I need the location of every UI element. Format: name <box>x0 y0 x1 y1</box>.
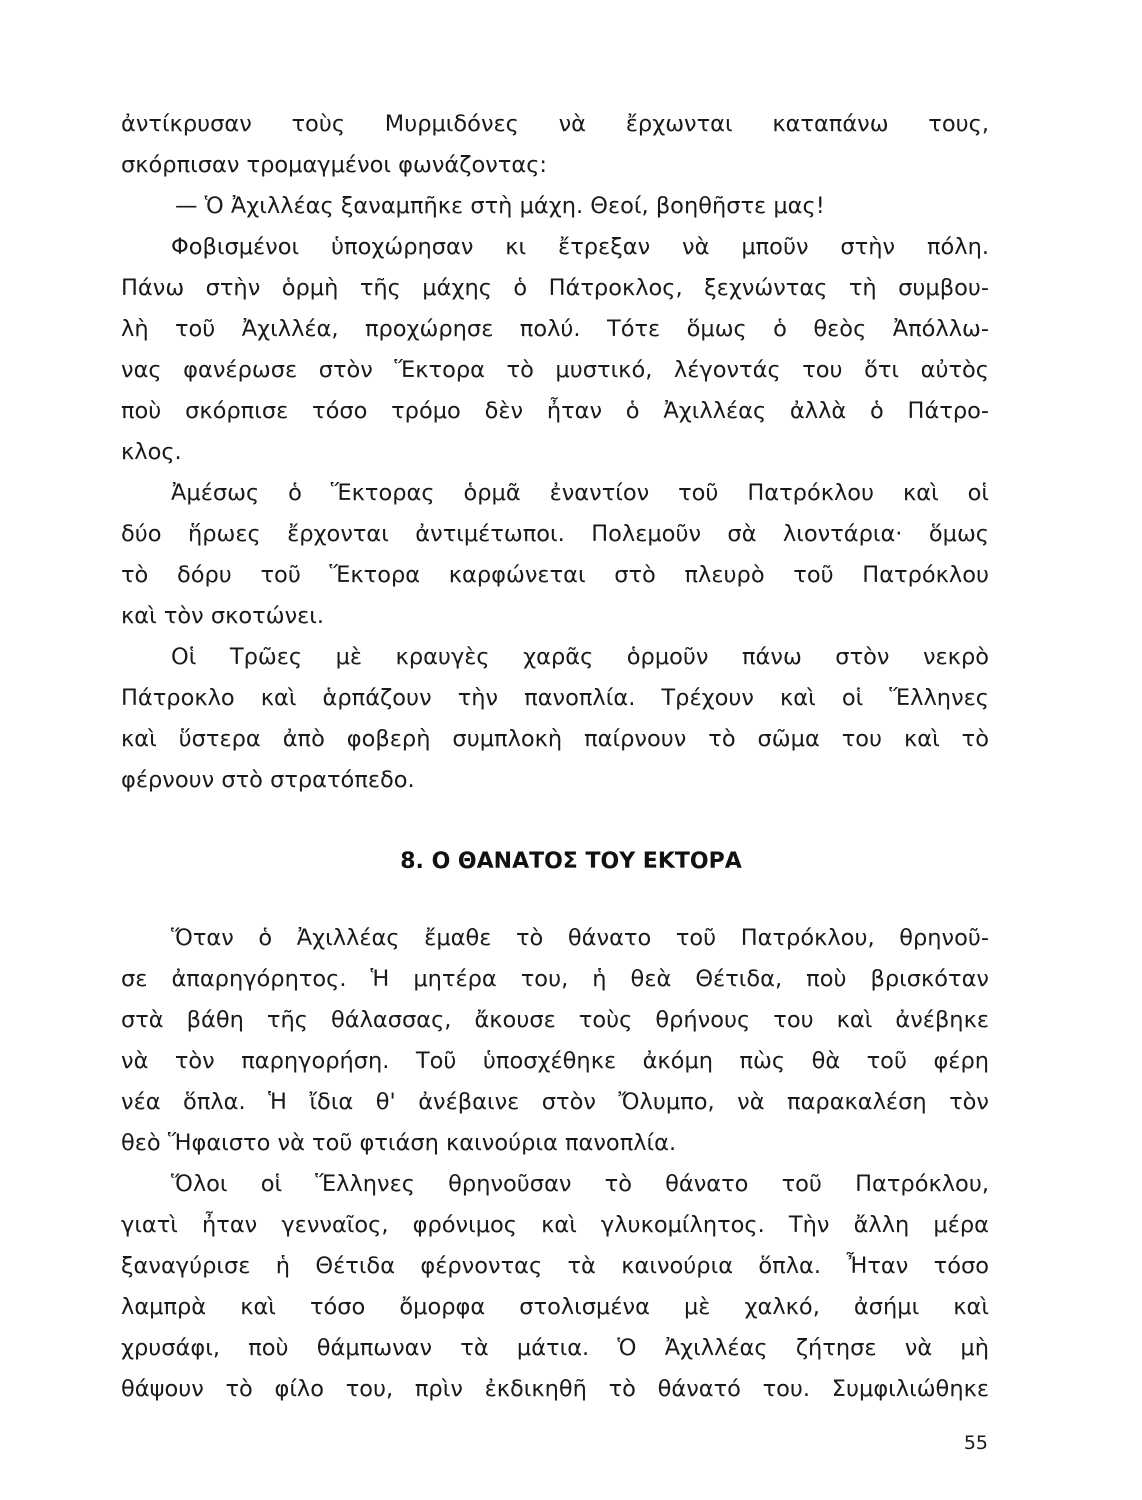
text-line: νὰ τὸν παρηγορήση. Τοῦ ὑποσχέθηκε ἀκόμη πὼς θὰ τοῦ φέρη <box>121 1048 989 1074</box>
text-line: ποὺ σκόρπισε τόσο τρόμο δὲν ἦταν ὁ Ἀχιλλέας ἀλλὰ ὁ Πάτρο- <box>121 398 989 424</box>
text-line: νέα ὅπλα. Ἡ ἴδια θ' ἀνέβαινε στὸν Ὄλυμπο, νὰ παρακαλέση τὸν <box>121 1089 989 1115</box>
text-line: τὸ δόρυ τοῦ Ἕκτορα καρφώνεται στὸ πλευρὸ τοῦ Πατρόκλου <box>121 562 989 588</box>
text-line: ἀντίκρυσαν τοὺς Μυρμιδόνες νὰ ἔρχωνται καταπάνω τους, <box>121 111 989 137</box>
page-number: 55 <box>963 1432 988 1454</box>
text-line: Οἱ Τρῶες μὲ κραυγὲς χαρᾶς ὁρμοῦν πάνω στὸν νεκρὸ <box>171 644 989 670</box>
text-line: λαμπρὰ καὶ τόσο ὄμορφα στολισμένα μὲ χαλκό, ἀσήμι καὶ <box>121 1294 989 1320</box>
text-line: Ἀμέσως ὁ Ἕκτορας ὁρμᾶ ἐναντίον τοῦ Πατρόκλου καὶ οἱ <box>171 480 989 506</box>
chapter-heading: 8. Ο ΘΑΝΑΤΟΣ ΤΟΥ ΕΚΤΟΡΑ <box>400 849 742 874</box>
text-line: Ὅταν ὁ Ἀχιλλέας ἔμαθε τὸ θάνατο τοῦ Πατρόκλου, θρηνοῦ- <box>171 925 989 951</box>
text-line: καὶ ὕστερα ἀπὸ φοβερὴ συμπλοκὴ παίρνουν τὸ σῶμα του καὶ τὸ <box>121 726 989 752</box>
text-line: καὶ τὸν σκοτώνει. <box>121 603 325 629</box>
text-line: Φοβισμένοι ὑποχώρησαν κι ἔτρεξαν νὰ μποῦν στὴν πόλη. <box>171 234 989 260</box>
text-line: χρυσάφι, ποὺ θάμπωναν τὰ μάτια. Ὁ Ἀχιλλέας ζήτησε νὰ μὴ <box>121 1335 989 1361</box>
text-line: στὰ βάθη τῆς θάλασσας, ἄκουσε τοὺς θρήνους του καὶ ἀνέβηκε <box>121 1007 989 1033</box>
text-line: σκόρπισαν τρομαγμένοι φωνάζοντας: <box>121 152 547 178</box>
text-line: Πάνω στὴν ὁρμὴ τῆς μάχης ὁ Πάτροκλος, ξεχνώντας τὴ συμβου- <box>121 275 989 301</box>
text-line: ξαναγύρισε ἡ Θέτιδα φέρνοντας τὰ καινούρια ὅπλα. Ἦταν τόσο <box>121 1253 989 1279</box>
text-line: σε ἀπαρηγόρητος. Ἡ μητέρα του, ἡ θεὰ Θέτιδα, ποὺ βρισκόταν <box>121 966 989 992</box>
text-line: φέρνουν στὸ στρατόπεδο. <box>121 767 415 793</box>
text-line: Ὅλοι οἱ Ἕλληνες θρηνοῦσαν τὸ θάνατο τοῦ Πατρόκλου, <box>171 1171 989 1197</box>
text-line: λὴ τοῦ Ἀχιλλέα, προχώρησε πολύ. Τότε ὅμως ὁ θεὸς Ἀπόλλω- <box>121 316 989 342</box>
text-line: θεὸ Ἥφαιστο νὰ τοῦ φτιάση καινούρια πανοπλία. <box>121 1130 677 1156</box>
text-line: δύο ἥρωες ἔρχονται ἀντιμέτωποι. Πολεμοῦν σὰ λιοντάρια· ὅμως <box>121 521 989 547</box>
text-line: νας φανέρωσε στὸν Ἕκτορα τὸ μυστικό, λέγοντάς του ὅτι αὐτὸς <box>121 357 989 383</box>
text-line: θάψουν τὸ φίλο του, πρὶν ἐκδικηθῆ τὸ θάνατό του. Συμφιλιώθηκε <box>121 1376 989 1402</box>
text-line: γιατὶ ἦταν γενναῖος, φρόνιμος καὶ γλυκομίλητος. Τὴν ἄλλη μέρα <box>121 1212 989 1238</box>
dialogue-line: — Ὁ Ἀχιλλέας ξαναμπῆκε στὴ μάχη. Θεοί, βοηθῆστε μας! <box>175 193 825 219</box>
text-line: Πάτροκλο καὶ ἁρπάζουν τὴν πανοπλία. Τρέχουν καὶ οἱ Ἕλληνες <box>121 685 989 711</box>
text-line: κλος. <box>121 439 182 465</box>
